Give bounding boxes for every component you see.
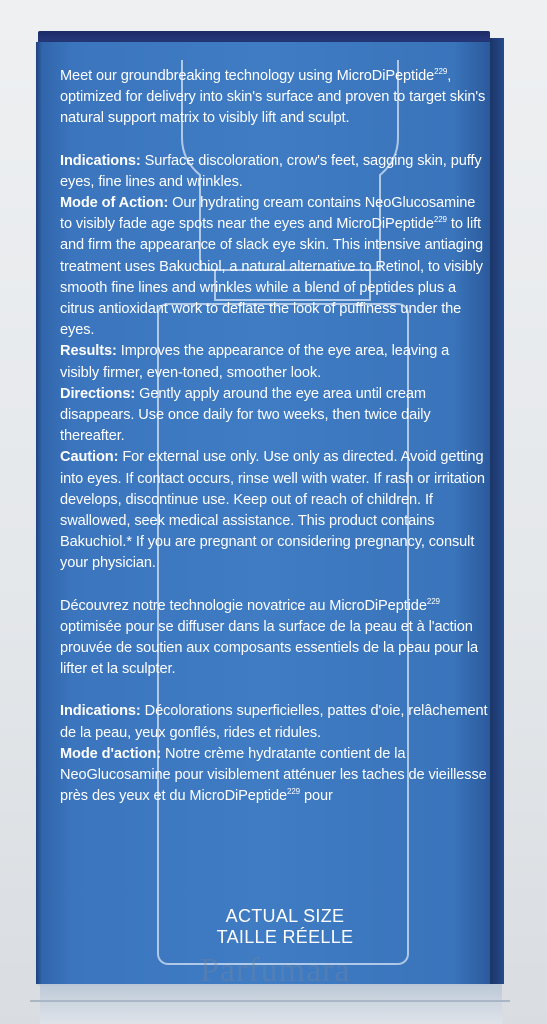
french-intro-text-2: optimisée pour se diffuser dans la surface de la peau et à l'action prouvée de soutien aux composants essentiels de la peau pour la lifter et la sculpter. [60, 618, 479, 678]
english-intro-text-1: Meet our groundbreaking technology using MicroDiPeptide [60, 68, 435, 84]
english-caution [60, 447, 490, 574]
english-moa-label: Mode of Action: [60, 195, 169, 212]
english-indications-text: Surface discoloration, crow's feet, sagging skin, puffy eyes, fine lines and wrinkles. [60, 152, 482, 190]
french-indications-label: Indications: [60, 703, 141, 720]
english-intro [60, 66, 490, 130]
english-caution-text: For external use only. Use only as directed. Avoid getting into eyes. If contact occurs, rinse well with water. If rash or irritation develops, discontinue use. Keep out of reach of children. If swallowed, seek medical assistance. This product contains Bakuchiol.* If you are pregnant or considering pregnancy, consult your physician. [60, 449, 485, 572]
english-caution-label: Caution: [60, 449, 119, 466]
french-moa-text-1: Notre crème hydratante contient de la NeoGlucosamine pour visiblement atténuer les taches de vieillesse près des yeux et du MicroDiPeptide [60, 745, 487, 805]
english-mode-of-action [60, 193, 490, 341]
french-intro [60, 596, 490, 681]
english-directions [60, 384, 490, 448]
english-moa-text-1: Our hydrating cream contains NeoGlucosamine to visibly fade age spots near the eyes and MicroDiPeptide [60, 195, 476, 233]
english-intro-text-2: , optimized for delivery into skin's surface and proven to target skin's natural support matrix to visibly lift and sculpt. [60, 68, 486, 127]
english-moa-text-2: to lift and firm the appearance of slack eye skin. This intensive antiaging treatment uses Bakuchiol, a natural alternative to Retinol, to visibly smooth fine lines and wrinkles while a blend of peptides plus a citrus antioxidant work to deflate the look of puffiness under the eyes. [60, 216, 483, 339]
box-left-shade [36, 42, 42, 984]
french-moa-sup: 229 [286, 787, 301, 797]
english-directions-label: Directions: [60, 385, 136, 402]
english-results-text: Improves the appearance of the eye area, leaving a visibly firmer, even-toned, smoother look. [60, 343, 450, 381]
ingredient-copy [60, 66, 490, 808]
french-moa-text-2: pour [300, 788, 333, 805]
actual-size-line-2: TAILLE RÉELLE [216, 927, 354, 947]
actual-size-label [160, 906, 410, 948]
box-bottom-reflection [40, 984, 502, 1024]
english-results [60, 341, 490, 383]
english-directions-text: Gently apply around the eye area until cream disappears. Use once daily for two weeks, then twice daily thereafter. [60, 385, 431, 445]
french-indications [60, 701, 490, 743]
english-results-label: Results: [60, 343, 117, 360]
english-intro-sup: 229 [434, 67, 448, 76]
french-moa-label: Mode d'action: [60, 745, 161, 762]
french-mode-of-action [60, 744, 490, 808]
watermark-logo: Parfumara [200, 952, 351, 989]
english-indications [60, 151, 490, 193]
french-indications-text: Décolorations superficielles, pattes d'oie, relâchement de la peau, yeux gonflés, rides et ridules. [60, 703, 488, 741]
english-moa-sup: 229 [433, 215, 447, 225]
english-indications-label: Indications: [60, 152, 141, 169]
shelf-line [30, 1000, 510, 1002]
box-side-panel [490, 38, 504, 984]
actual-size-line-1: ACTUAL SIZE [225, 906, 345, 926]
french-intro-sup: 229 [426, 596, 440, 606]
french-intro-text-1: Découvrez notre technologie novatrice au MicroDiPeptide [60, 597, 427, 614]
